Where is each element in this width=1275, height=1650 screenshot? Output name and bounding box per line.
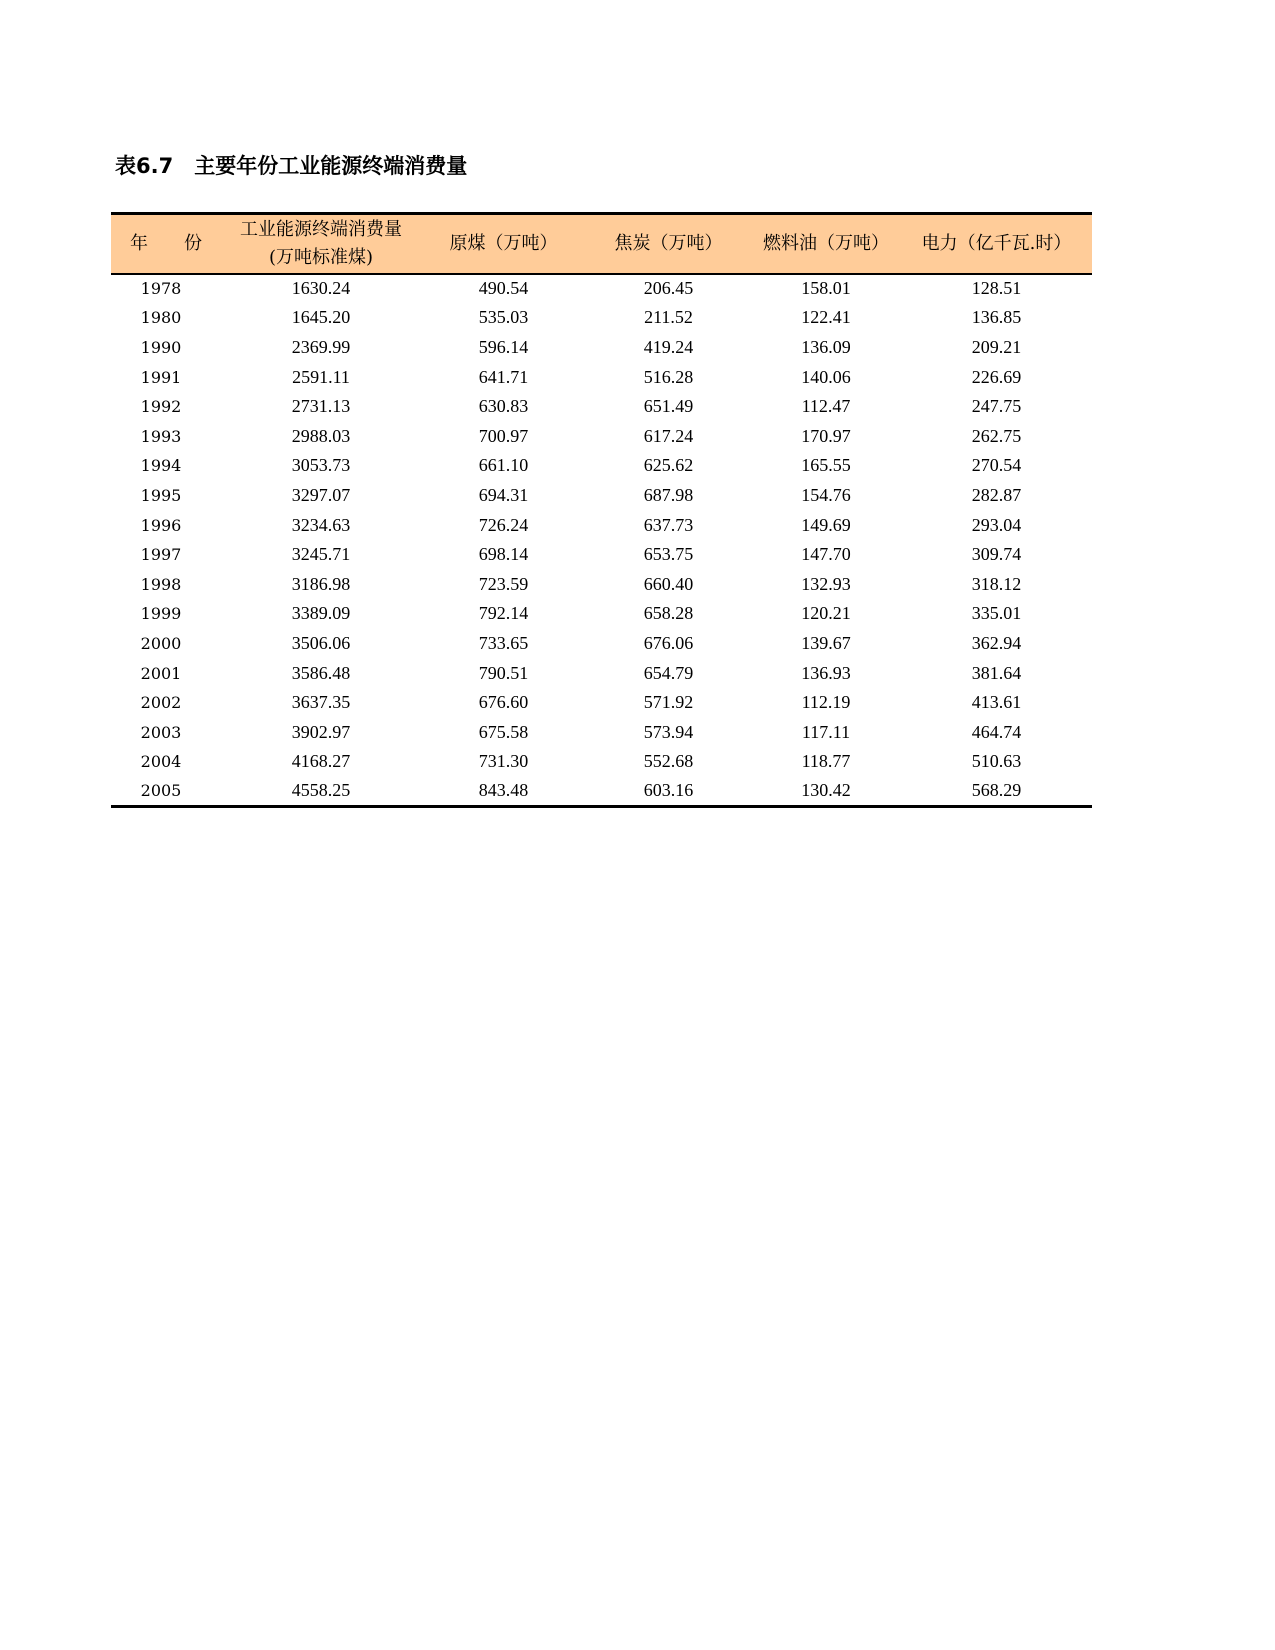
electricity-cell: 318.12 [971,573,1022,594]
coke-cell: 653.75 [643,544,694,565]
electricity-cell: 309.74 [971,544,1022,565]
table-row [111,658,1092,688]
header-coke: 焦炭（万吨） [614,232,723,254]
fuel-oil-cell: 130.42 [801,780,851,801]
total-consumption-cell: 3637.35 [291,692,351,713]
fuel-oil-cell: 158.01 [801,278,851,299]
year-cell: 1992 [140,397,182,417]
raw-coal-cell: 726.24 [478,514,529,535]
year-cell: 2003 [140,722,182,742]
fuel-oil-cell: 117.11 [801,721,851,742]
table-header-row [111,214,1092,274]
total-consumption-cell: 3297.07 [291,484,351,505]
table-row [111,451,1092,481]
year-cell: 1978 [140,279,182,299]
table-row [111,777,1092,807]
electricity-cell: 568.29 [971,780,1022,801]
table-row [111,599,1092,629]
year-cell: 1990 [140,337,182,357]
table-row [111,303,1092,333]
header-electricity: 电力（亿千瓦.时） [921,232,1072,254]
page-title: 表6.7 主要年份工业能源终端消费量 [115,154,468,178]
table-row [111,392,1092,422]
total-consumption-cell: 2591.11 [292,366,350,387]
electricity-cell: 262.75 [971,425,1022,446]
table-row [111,540,1092,570]
table-row [111,629,1092,659]
table-row [111,717,1092,747]
fuel-oil-cell: 140.06 [801,366,851,387]
year-cell: 1998 [140,574,182,594]
raw-coal-cell: 694.31 [478,484,529,505]
raw-coal-cell: 731.30 [478,751,529,772]
total-consumption-cell: 3234.63 [291,514,351,535]
coke-cell: 516.28 [643,366,694,387]
fuel-oil-cell: 112.47 [801,396,851,417]
electricity-cell: 293.04 [971,514,1022,535]
fuel-oil-cell: 132.93 [801,573,851,594]
raw-coal-cell: 641.71 [478,366,529,387]
electricity-cell: 136.85 [971,307,1022,328]
electricity-cell: 270.54 [971,455,1022,476]
coke-cell: 658.28 [643,603,694,624]
raw-coal-cell: 676.60 [478,692,529,713]
table-row [111,747,1092,777]
coke-cell: 676.06 [643,632,694,653]
electricity-cell: 335.01 [971,603,1022,624]
total-consumption-cell: 2988.03 [291,425,351,446]
electricity-cell: 128.51 [971,278,1022,299]
table-row [111,510,1092,540]
energy-consumption-table [111,212,1092,808]
table-row [111,569,1092,599]
electricity-cell: 282.87 [971,484,1022,505]
year-cell: 2000 [140,633,182,653]
fuel-oil-cell: 170.97 [801,425,851,446]
coke-cell: 419.24 [643,336,694,357]
electricity-cell: 413.61 [971,692,1022,713]
total-consumption-cell: 4558.25 [291,780,351,801]
header-total-line1: 工业能源终端消费量 [240,218,402,240]
coke-cell: 211.52 [644,307,693,328]
total-consumption-cell: 3586.48 [291,662,351,683]
total-consumption-cell: 3053.73 [291,455,351,476]
year-cell: 2005 [140,781,182,801]
raw-coal-cell: 675.58 [478,721,529,742]
electricity-cell: 247.75 [971,396,1022,417]
table-body [111,274,1092,807]
total-consumption-cell: 2731.13 [291,396,351,417]
fuel-oil-cell: 136.09 [801,336,851,357]
electricity-cell: 381.64 [971,662,1022,683]
header-raw-coal: 原煤（万吨） [449,232,558,254]
raw-coal-cell: 733.65 [478,632,529,653]
raw-coal-cell: 843.48 [478,780,529,801]
total-consumption-cell: 1630.24 [291,278,351,299]
electricity-cell: 464.74 [971,721,1022,742]
total-consumption-cell: 3245.71 [291,544,351,565]
table-row [111,421,1092,451]
raw-coal-cell: 490.54 [478,278,529,299]
coke-cell: 660.40 [643,573,694,594]
fuel-oil-cell: 120.21 [801,603,851,624]
table-row [111,481,1092,511]
coke-cell: 206.45 [643,278,694,299]
year-cell: 1980 [140,308,182,328]
year-cell: 1994 [140,456,182,476]
raw-coal-cell: 698.14 [478,544,529,565]
coke-cell: 617.24 [643,425,694,446]
fuel-oil-cell: 139.67 [801,632,851,653]
coke-cell: 573.94 [643,721,694,742]
electricity-cell: 226.69 [971,366,1022,387]
total-consumption-cell: 1645.20 [291,307,351,328]
electricity-cell: 362.94 [971,632,1022,653]
table-row [111,274,1092,304]
electricity-cell: 510.63 [971,751,1022,772]
header-year: 年 份 [130,232,202,254]
coke-cell: 651.49 [643,396,694,417]
raw-coal-cell: 792.14 [478,603,529,624]
header-total-consumption [221,214,421,274]
year-cell: 2002 [140,693,182,713]
table-row [111,362,1092,392]
coke-cell: 571.92 [643,692,694,713]
coke-cell: 603.16 [643,780,694,801]
fuel-oil-cell: 112.19 [801,692,851,713]
year-cell: 2004 [140,752,182,772]
year-cell: 1995 [140,485,182,505]
fuel-oil-cell: 165.55 [801,455,851,476]
total-consumption-cell: 4168.27 [291,751,351,772]
raw-coal-cell: 661.10 [478,455,529,476]
raw-coal-cell: 790.51 [478,662,529,683]
fuel-oil-cell: 154.76 [801,484,851,505]
fuel-oil-cell: 118.77 [801,751,851,772]
year-cell: 1997 [140,545,182,565]
raw-coal-cell: 596.14 [478,336,529,357]
total-consumption-cell: 3389.09 [291,603,351,624]
total-consumption-cell: 3902.97 [291,721,351,742]
total-consumption-cell: 3186.98 [291,573,351,594]
header-total-line2: (万吨标准煤) [268,246,374,268]
fuel-oil-cell: 147.70 [801,544,851,565]
year-cell: 1993 [140,426,182,446]
total-consumption-cell: 3506.06 [291,632,351,653]
fuel-oil-cell: 149.69 [801,514,851,535]
year-cell: 1999 [140,604,182,624]
coke-cell: 687.98 [643,484,694,505]
year-cell: 1991 [140,367,182,387]
total-consumption-cell: 2369.99 [291,336,351,357]
coke-cell: 637.73 [643,514,694,535]
fuel-oil-cell: 122.41 [801,307,851,328]
raw-coal-cell: 535.03 [478,307,529,328]
header-fuel-oil: 燃料油（万吨） [763,232,889,254]
year-cell: 2001 [140,663,182,683]
coke-cell: 552.68 [643,751,694,772]
raw-coal-cell: 723.59 [478,573,529,594]
electricity-cell: 209.21 [971,336,1022,357]
fuel-oil-cell: 136.93 [801,662,851,683]
table-row [111,333,1092,363]
raw-coal-cell: 700.97 [478,425,529,446]
table-row [111,688,1092,718]
year-cell: 1996 [140,515,182,535]
raw-coal-cell: 630.83 [478,396,529,417]
coke-cell: 654.79 [643,662,694,683]
coke-cell: 625.62 [643,455,694,476]
